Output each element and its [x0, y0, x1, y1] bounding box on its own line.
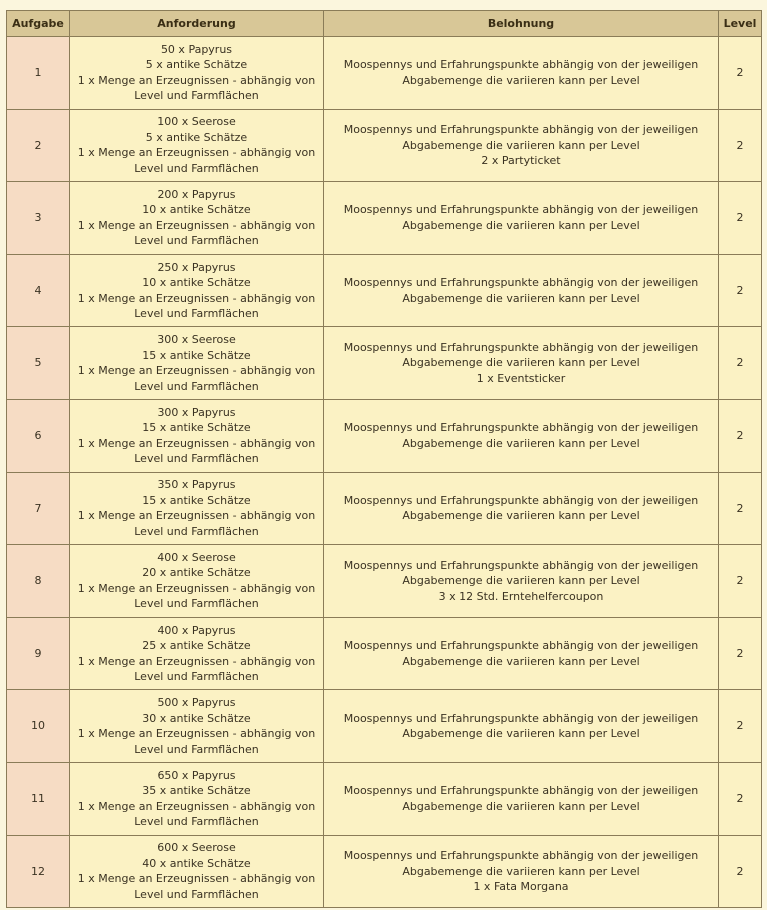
- reward-line: Abgabemenge die variieren kann per Level: [402, 436, 640, 450]
- task-number: 3: [7, 182, 70, 255]
- task-number: 5: [7, 327, 70, 400]
- task-table: [6, 10, 762, 908]
- level-cell: 2: [719, 254, 762, 327]
- reward-line: Moospennys und Erfahrungspunkte abhängig von der jeweiligen: [343, 276, 699, 290]
- requirement-line: 35 x antike Schätze: [142, 784, 251, 798]
- requirement-line: Level und Farmflächen: [134, 234, 259, 248]
- reward-cell: [324, 690, 719, 763]
- table-row: [7, 327, 762, 400]
- table-row: [7, 545, 762, 618]
- level-cell: 2: [719, 327, 762, 400]
- level-cell: 2: [719, 835, 762, 908]
- reward-line: Moospennys und Erfahrungspunkte abhängig von der jeweiligen: [343, 340, 699, 354]
- requirement-line: Level und Farmflächen: [134, 452, 259, 466]
- task-number: 1: [7, 37, 70, 110]
- task-number: 10: [7, 690, 70, 763]
- level-cell: 2: [719, 182, 762, 255]
- requirement-line: 200 x Papyrus: [157, 187, 236, 201]
- header-anforderung: Anforderung: [70, 11, 324, 37]
- requirement-line: Level und Farmflächen: [134, 670, 259, 684]
- requirement-cell: [70, 545, 324, 618]
- table-row: [7, 835, 762, 908]
- requirement-line: 100 x Seerose: [157, 115, 236, 129]
- requirement-line: 600 x Seerose: [157, 841, 236, 855]
- reward-line: Abgabemenge die variieren kann per Level: [402, 138, 640, 152]
- requirement-line: 1 x Menge an Erzeugnissen - abhängig von: [77, 509, 316, 523]
- requirement-line: 1 x Menge an Erzeugnissen - abhängig von: [77, 146, 316, 160]
- requirement-line: 1 x Menge an Erzeugnissen - abhängig von: [77, 727, 316, 741]
- requirement-line: Level und Farmflächen: [134, 815, 259, 829]
- requirement-line: 5 x antike Schätze: [145, 58, 248, 72]
- requirement-line: 300 x Seerose: [157, 333, 236, 347]
- reward-line: Abgabemenge die variieren kann per Level: [402, 799, 640, 813]
- task-number: 12: [7, 835, 70, 908]
- reward-line: Abgabemenge die variieren kann per Level: [402, 291, 640, 305]
- level-cell: 2: [719, 545, 762, 618]
- requirement-line: 30 x antike Schätze: [142, 711, 251, 725]
- requirement-line: 400 x Seerose: [157, 550, 236, 564]
- task-number: 8: [7, 545, 70, 618]
- reward-cell: [324, 472, 719, 545]
- requirement-line: 300 x Papyrus: [157, 405, 236, 419]
- requirement-line: 20 x antike Schätze: [142, 566, 251, 580]
- requirement-line: 50 x Papyrus: [160, 42, 233, 56]
- requirement-line: 15 x antike Schätze: [142, 493, 251, 507]
- table-row: [7, 617, 762, 690]
- table-row: [7, 472, 762, 545]
- reward-line: 3 x 12 Std. Erntehelfercoupon: [438, 589, 604, 603]
- requirement-line: 1 x Menge an Erzeugnissen - abhängig von: [77, 799, 316, 813]
- requirement-line: 10 x antike Schätze: [142, 276, 251, 290]
- requirement-line: 1 x Menge an Erzeugnissen - abhängig von: [77, 218, 316, 232]
- requirement-line: 1 x Menge an Erzeugnissen - abhängig von: [77, 654, 316, 668]
- reward-cell: [324, 37, 719, 110]
- requirement-line: 15 x antike Schätze: [142, 348, 251, 362]
- reward-cell: [324, 109, 719, 182]
- reward-cell: [324, 399, 719, 472]
- requirement-line: Level und Farmflächen: [134, 887, 259, 901]
- reward-line: Moospennys und Erfahrungspunkte abhängig von der jeweiligen: [343, 558, 699, 572]
- requirement-line: 250 x Papyrus: [157, 260, 236, 274]
- requirement-line: 15 x antike Schätze: [142, 421, 251, 435]
- reward-cell: [324, 327, 719, 400]
- reward-line: Moospennys und Erfahrungspunkte abhängig von der jeweiligen: [343, 493, 699, 507]
- level-cell: 2: [719, 109, 762, 182]
- requirement-cell: [70, 762, 324, 835]
- reward-line: Abgabemenge die variieren kann per Level: [402, 864, 640, 878]
- reward-line: Abgabemenge die variieren kann per Level: [402, 356, 640, 370]
- requirement-cell: [70, 835, 324, 908]
- requirement-line: 40 x antike Schätze: [142, 856, 251, 870]
- requirement-line: Level und Farmflächen: [134, 161, 259, 175]
- header-belohnung: Belohnung: [324, 11, 719, 37]
- level-cell: 2: [719, 472, 762, 545]
- reward-line: 1 x Eventsticker: [476, 371, 566, 385]
- header-row: [7, 11, 762, 37]
- reward-line: 1 x Fata Morgana: [473, 880, 569, 894]
- requirement-line: Level und Farmflächen: [134, 307, 259, 321]
- level-cell: 2: [719, 37, 762, 110]
- table-row: [7, 690, 762, 763]
- requirement-line: 1 x Menge an Erzeugnissen - abhängig von: [77, 581, 316, 595]
- requirement-cell: [70, 690, 324, 763]
- table-row: [7, 182, 762, 255]
- requirement-line: 1 x Menge an Erzeugnissen - abhängig von: [77, 436, 316, 450]
- table-row: [7, 37, 762, 110]
- requirement-cell: [70, 254, 324, 327]
- table-row: [7, 109, 762, 182]
- requirement-line: 350 x Papyrus: [157, 478, 236, 492]
- reward-line: Moospennys und Erfahrungspunkte abhängig von der jeweiligen: [343, 639, 699, 653]
- requirement-cell: [70, 182, 324, 255]
- requirement-line: 1 x Menge an Erzeugnissen - abhängig von: [77, 364, 316, 378]
- requirement-line: 400 x Papyrus: [157, 623, 236, 637]
- reward-line: Abgabemenge die variieren kann per Level: [402, 727, 640, 741]
- requirement-line: 25 x antike Schätze: [142, 639, 251, 653]
- level-cell: 2: [719, 762, 762, 835]
- level-cell: 2: [719, 617, 762, 690]
- header-level: Level: [719, 11, 762, 37]
- table-row: [7, 762, 762, 835]
- reward-cell: [324, 617, 719, 690]
- task-number: 4: [7, 254, 70, 327]
- requirement-cell: [70, 617, 324, 690]
- requirement-line: 5 x antike Schätze: [145, 130, 248, 144]
- reward-line: Moospennys und Erfahrungspunkte abhängig von der jeweiligen: [343, 849, 699, 863]
- requirement-cell: [70, 472, 324, 545]
- reward-line: Moospennys und Erfahrungspunkte abhängig von der jeweiligen: [343, 784, 699, 798]
- level-cell: 2: [719, 690, 762, 763]
- reward-line: Abgabemenge die variieren kann per Level: [402, 73, 640, 87]
- requirement-cell: [70, 327, 324, 400]
- requirement-line: 650 x Papyrus: [157, 768, 236, 782]
- reward-line: 2 x Partyticket: [481, 154, 561, 168]
- reward-line: Abgabemenge die variieren kann per Level: [402, 509, 640, 523]
- requirement-line: 500 x Papyrus: [157, 696, 236, 710]
- requirement-cell: [70, 37, 324, 110]
- requirement-line: 1 x Menge an Erzeugnissen - abhängig von: [77, 291, 316, 305]
- reward-line: Moospennys und Erfahrungspunkte abhängig von der jeweiligen: [343, 203, 699, 217]
- reward-cell: [324, 182, 719, 255]
- reward-cell: [324, 835, 719, 908]
- reward-line: Moospennys und Erfahrungspunkte abhängig von der jeweiligen: [343, 58, 699, 72]
- reward-line: Moospennys und Erfahrungspunkte abhängig von der jeweiligen: [343, 123, 699, 137]
- requirement-line: Level und Farmflächen: [134, 524, 259, 538]
- reward-line: Moospennys und Erfahrungspunkte abhängig von der jeweiligen: [343, 421, 699, 435]
- requirement-line: Level und Farmflächen: [134, 89, 259, 103]
- requirement-line: Level und Farmflächen: [134, 742, 259, 756]
- table-row: [7, 399, 762, 472]
- header-aufgabe: Aufgabe: [7, 11, 70, 37]
- requirement-cell: [70, 109, 324, 182]
- requirement-line: 10 x antike Schätze: [142, 203, 251, 217]
- reward-cell: [324, 762, 719, 835]
- requirement-line: 1 x Menge an Erzeugnissen - abhängig von: [77, 73, 316, 87]
- reward-line: Abgabemenge die variieren kann per Level: [402, 218, 640, 232]
- reward-line: Moospennys und Erfahrungspunkte abhängig von der jeweiligen: [343, 711, 699, 725]
- task-number: 11: [7, 762, 70, 835]
- task-number: 2: [7, 109, 70, 182]
- requirement-line: 1 x Menge an Erzeugnissen - abhängig von: [77, 872, 316, 886]
- reward-line: Abgabemenge die variieren kann per Level: [402, 654, 640, 668]
- requirement-line: Level und Farmflächen: [134, 379, 259, 393]
- task-number: 6: [7, 399, 70, 472]
- table-row: [7, 254, 762, 327]
- reward-cell: [324, 545, 719, 618]
- requirement-cell: [70, 399, 324, 472]
- task-number: 9: [7, 617, 70, 690]
- reward-line: Abgabemenge die variieren kann per Level: [402, 574, 640, 588]
- reward-cell: [324, 254, 719, 327]
- level-cell: 2: [719, 399, 762, 472]
- task-number: 7: [7, 472, 70, 545]
- requirement-line: Level und Farmflächen: [134, 597, 259, 611]
